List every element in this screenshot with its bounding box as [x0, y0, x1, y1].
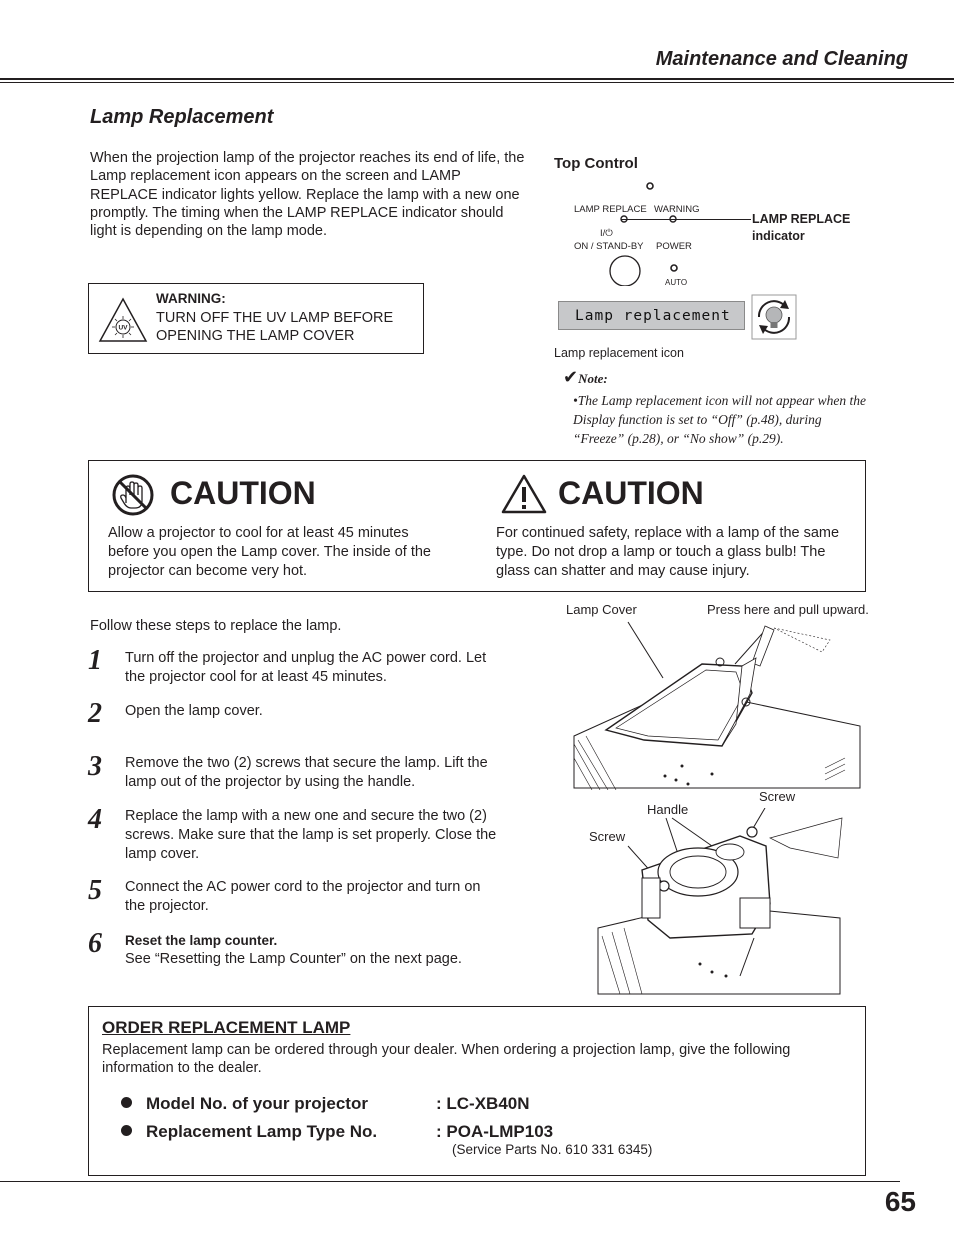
step-number: 5: [88, 875, 102, 906]
no-touch-hand-icon: [111, 473, 155, 517]
indicator-leader-line: [621, 219, 751, 220]
step-bold-text: Reset the lamp counter.: [125, 933, 278, 948]
lamp-replacement-bar: [558, 301, 745, 330]
order-row-lamp-type: [121, 1122, 554, 1142]
page-number: 65: [884, 1186, 916, 1217]
step-text: Replace the lamp with a new one and secure the two (2) screws. Make sure that the lamp is set properly. Close the lamp cover.: [125, 808, 497, 862]
warning-line-2: OPENING THE LAMP COVER: [156, 328, 355, 344]
step-detail-text: See “Resetting the Lamp Counter” on the next page.: [125, 951, 462, 967]
caution-left-heading: CAUTION: [170, 475, 316, 511]
caution-left-text: Allow a projector to cool for at least 45 minutes before you open the Lamp cover. The inside of the projector can become very hot.: [108, 525, 431, 579]
screw-left-label: Screw: [589, 829, 626, 844]
step-number: 2: [88, 698, 102, 729]
step-text: Remove the two (2) screws that secure the lamp. Lift the lamp out of the projector by using the handle.: [125, 755, 488, 790]
note-label-text: Note:: [578, 371, 608, 386]
header-rule: [0, 78, 954, 80]
uv-warning-icon: [97, 296, 149, 344]
lamp-icon-caption: Lamp replacement icon: [554, 346, 684, 360]
header-rule-thin: [0, 82, 954, 83]
power-label: POWER: [656, 241, 692, 252]
service-parts-number: (Service Parts No. 610 331 6345): [452, 1142, 653, 1157]
auto-label: AUTO: [665, 278, 688, 286]
caution-right-text: For continued safety, replace with a lamp of the same type. Do not drop a lamp or touch a glass bulb! The glass can shatter and may cause injury.: [496, 525, 840, 579]
power-led-icon: [669, 263, 679, 273]
order-title: ORDER REPLACEMENT LAMP: [102, 1018, 351, 1037]
order-row-model: [121, 1094, 530, 1114]
on-standby-label: ON / STAND-BY: [574, 241, 644, 252]
bullet-icon: [121, 1097, 132, 1108]
step-text: [125, 931, 505, 969]
step-number: 1: [88, 645, 102, 676]
warning-line-1: TURN OFF THE UV LAMP BEFORE: [156, 310, 394, 326]
warning-triangle-icon: [501, 473, 547, 515]
lamp-replacement-bar-text: Lamp replacement: [575, 308, 731, 324]
screw-top-label: Screw: [759, 789, 796, 804]
power-symbol-label: I/⏻: [600, 228, 613, 239]
step-number: 4: [88, 804, 102, 835]
step-text: Connect the AC power cord to the projector and turn on the projector.: [125, 879, 481, 914]
caution-right-heading: CAUTION: [558, 475, 704, 511]
warning-indicator-label: WARNING: [654, 204, 700, 215]
indicator-label-line-2: indicator: [752, 229, 805, 243]
press-here-label: Press here and pull upward.: [707, 602, 869, 617]
lamp-removal-illustration: [580, 808, 850, 996]
note-text: •The Lamp replacement icon will not appear when the Display function is set to “Off” (p.48), during “Freeze” (p.28), or “No show” (p.29).: [573, 393, 866, 446]
lamp-replace-indicator-label: [752, 211, 850, 245]
running-header: Maintenance and Cleaning: [655, 48, 908, 70]
footer-rule: [0, 1181, 900, 1182]
handle-label: Handle: [647, 802, 689, 817]
order-description: Replacement lamp can be ordered through your dealer. When ordering a projection lamp, give the following information to the dealer.: [102, 1042, 791, 1076]
order-row-label: Replacement Lamp Type No.: [146, 1122, 378, 1141]
lamp-cover-label: Lamp Cover: [566, 602, 637, 617]
uv-icon-text: UV: [118, 324, 128, 332]
step-text: Turn off the projector and unplug the AC power cord. Let the projector cool for at least 45 minutes.: [125, 650, 487, 685]
indicator-led-icon: [645, 181, 655, 191]
lamp-cover-illustration: [560, 618, 890, 790]
step-text: Open the lamp cover.: [125, 703, 263, 719]
lamp-replacement-icon: [751, 294, 797, 340]
top-control-title: Top Control: [554, 155, 638, 172]
bullet-icon: [121, 1125, 132, 1136]
warning-box: [88, 283, 424, 354]
lamp-replace-label: LAMP REPLACE: [574, 204, 647, 215]
order-replacement-lamp-box: [88, 1006, 866, 1176]
order-row-value: : LC-XB40N: [436, 1094, 530, 1113]
order-row-value: : POA-LMP103: [436, 1122, 554, 1141]
caution-box: [88, 460, 866, 592]
note-label: [563, 367, 608, 388]
warning-label: WARNING:: [156, 291, 226, 306]
section-title: Lamp Replacement: [90, 106, 274, 128]
top-control-panel: [570, 178, 750, 286]
step-number: 3: [88, 751, 102, 782]
on-standby-button-icon: [608, 254, 642, 286]
step-number: 6: [88, 928, 102, 959]
indicator-label-line-1: LAMP REPLACE: [752, 212, 851, 226]
checkmark-icon: ✔: [563, 367, 579, 387]
steps-intro: Follow these steps to replace the lamp.: [90, 618, 342, 634]
intro-paragraph: When the projection lamp of the projector reaches its end of life, the Lamp replacement icon appears on the screen and LAMP REPLACE indicator lights yellow. Replace the lamp with a new one promptly. The timing when the LAMP REPLACE indicator should light is depending on the lamp mode.: [90, 150, 525, 240]
order-row-label: Model No. of your projector: [146, 1094, 368, 1113]
